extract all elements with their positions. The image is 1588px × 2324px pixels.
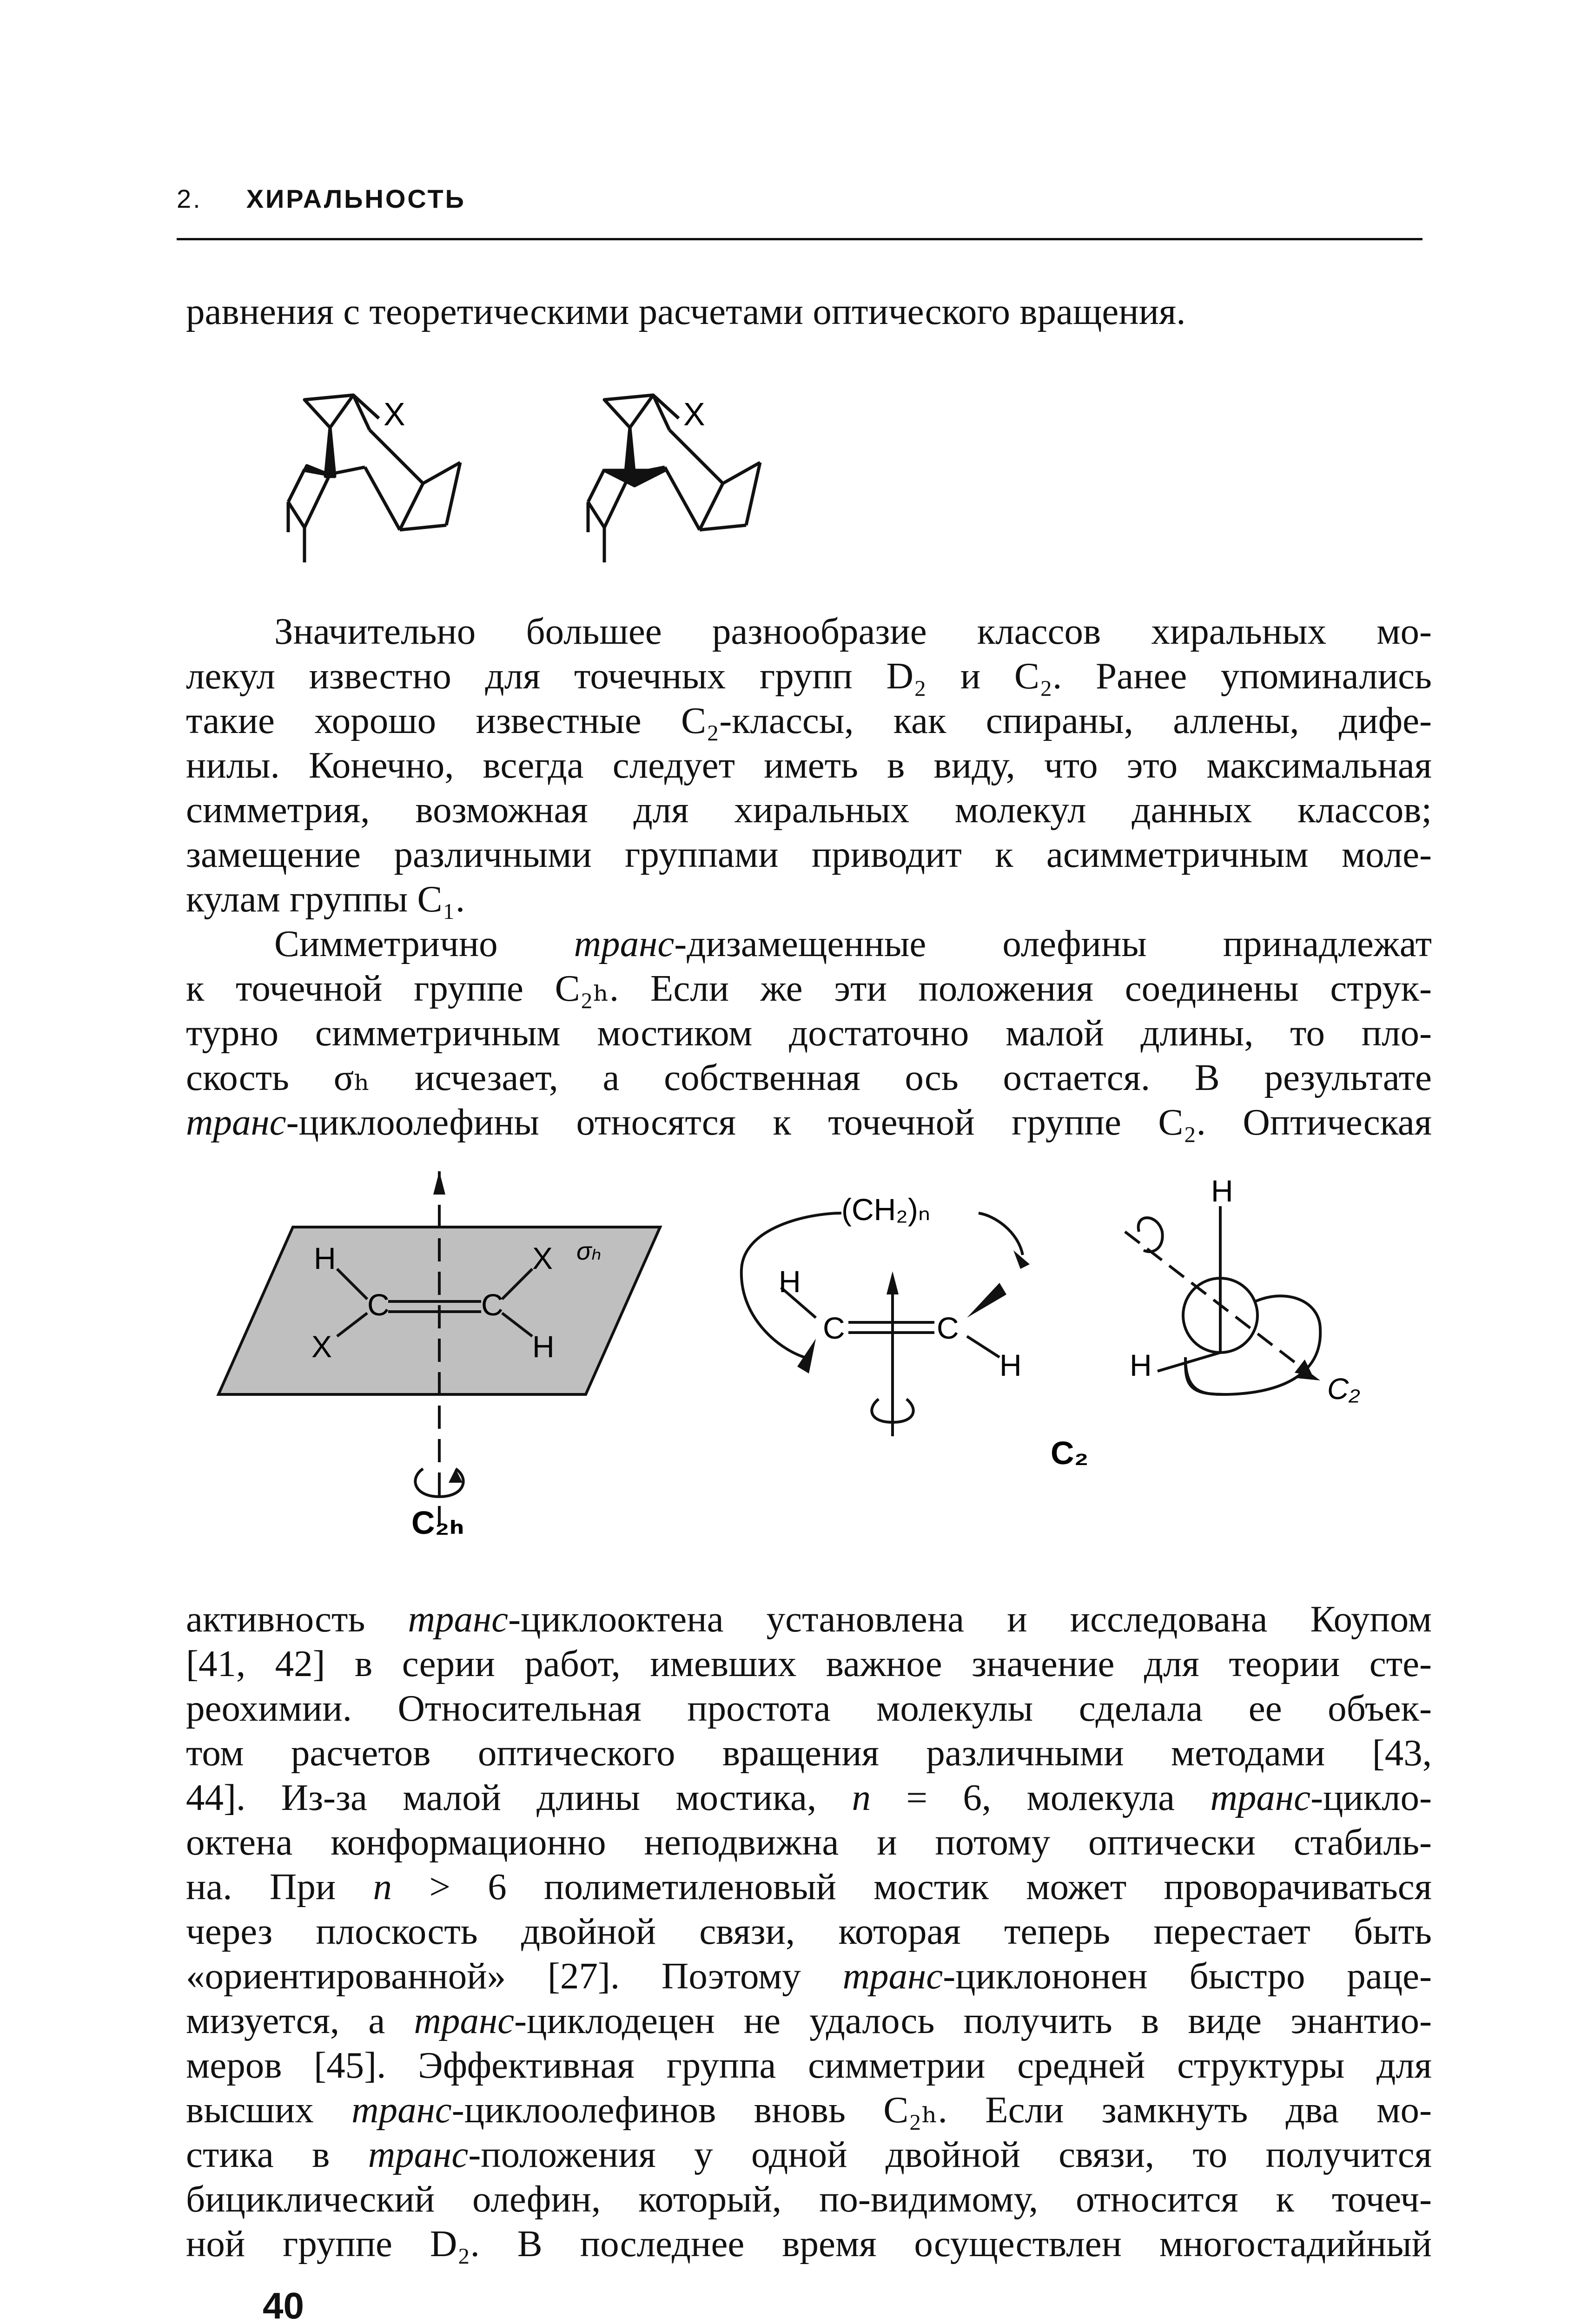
text-line: лекул известно для точечных групп D₂ и C₂. Ранее упоминались	[186, 655, 1432, 697]
text-line	[186, 2087, 1432, 2132]
atom-h-right: H	[999, 1348, 1022, 1382]
italic-term: транс	[186, 1101, 286, 1143]
text-line	[186, 2132, 1432, 2177]
atom-x2: X	[532, 1241, 553, 1275]
paragraph-d2-c2	[186, 609, 1432, 921]
text-run: -положения у одной двойной связи, то получится	[468, 2133, 1432, 2175]
text-run: -циклононен быстро раце-	[943, 1955, 1432, 1997]
text-line: реохимии. Относительная простота молекулы сделала ее объек-	[186, 1687, 1432, 1729]
text-line: симметрия, возможная для хиральных молекул данных классов;	[186, 789, 1432, 831]
c2-axis-label: C₂	[1327, 1372, 1360, 1406]
text-run: -циклодецен не удалось получить в виде энантио-	[514, 2000, 1432, 2041]
atom-c2-mid: C	[937, 1311, 959, 1345]
variable-n: n	[373, 1866, 392, 1908]
diagram-c2h	[218, 1171, 660, 1541]
italic-term: транс	[574, 923, 675, 964]
chapter-number: 2.	[177, 184, 202, 213]
text-line: скость σₕ исчезает, а собственная ось остается. В результате	[186, 1056, 1432, 1098]
text-run: -циклоолефины относятся к точечной группе C₂. Оптическая	[286, 1101, 1432, 1143]
text-line: через плоскость двойной связи, которая теперь перестает быть	[186, 1910, 1432, 1952]
text-run: активность	[186, 1598, 408, 1640]
running-head	[177, 184, 466, 214]
paragraph-trans-olefins	[186, 921, 1432, 1144]
page-number: 40	[263, 2285, 304, 2324]
atom-h2: H	[532, 1329, 555, 1364]
text-line	[186, 1100, 1432, 1144]
text-run: -цикло-	[1310, 1776, 1432, 1818]
atom-h1: H	[314, 1241, 336, 1275]
italic-term: транс	[414, 2000, 515, 2041]
atom-h-left: H	[779, 1264, 801, 1299]
italic-term: транс	[1210, 1776, 1311, 1818]
paragraph-cyclooctene	[186, 1597, 1432, 2266]
text-run: стика в	[186, 2133, 368, 2175]
text-run: Симметрично	[274, 923, 574, 964]
diagram-trans-cycloolefin	[741, 1192, 1089, 1471]
text-line	[186, 1597, 1432, 1641]
substituent-x-left: X	[384, 396, 405, 432]
text-run: «ориентированной» [27]. Поэтому	[186, 1955, 843, 1997]
molecule-left	[288, 395, 460, 562]
text-line: турно симметричным мостиком достаточно малой длины, то пло-	[186, 1012, 1432, 1054]
text-run: высших	[186, 2089, 352, 2131]
text-line	[186, 1775, 1432, 1820]
chapter-title: ХИРАЛЬНОСТЬ	[246, 184, 466, 213]
text-line: равнения с теоретическими расчетами оптического вращения.	[186, 290, 1186, 332]
text-line: кулам группы C₁.	[186, 878, 465, 920]
atom-c1: C	[367, 1287, 390, 1322]
text-line	[186, 1998, 1432, 2043]
text-line: октена конформационно неподвижна и потому оптически стабиль-	[186, 1821, 1432, 1863]
italic-term: транс	[368, 2133, 469, 2175]
text-line: к точечной группе C₂ₕ. Если же эти положения соединены струк-	[186, 967, 1432, 1009]
atom-c2: C	[481, 1287, 503, 1322]
atom-c1-mid: C	[823, 1311, 845, 1345]
italic-term: транс	[842, 1955, 943, 1997]
atom-h-left-newman: H	[1130, 1348, 1152, 1382]
c2h-axis-label: C₂ₕ	[411, 1505, 464, 1541]
diagram-newman-projection	[1125, 1174, 1360, 1406]
text-line: меров [45]. Эффективная группа симметрии средней структуры для	[186, 2044, 1432, 2086]
text-line	[186, 1864, 1432, 1909]
substituent-x-right: X	[683, 396, 705, 432]
paragraph-continuation	[186, 289, 1432, 334]
c2-group-label: C₂	[1051, 1435, 1089, 1471]
text-run: > 6 полиметиленовый мостик может проворачиваться	[392, 1866, 1432, 1908]
text-line: ной группе D₂. В последнее время осуществлен многостадийный	[186, 2223, 1432, 2265]
text-run: на. При	[186, 1866, 373, 1908]
text-line: [41, 42] в серии работ, имевших важное значение для теории сте-	[186, 1643, 1432, 1684]
text-run: -циклооктена установлена и исследована Коупом	[508, 1598, 1432, 1640]
header-rule	[177, 238, 1423, 240]
text-run: -циклоолефинов вновь C₂ₕ. Если замкнуть два мо-	[451, 2089, 1432, 2131]
atom-x1: X	[311, 1329, 332, 1364]
sigma-h-label: σₕ	[576, 1237, 602, 1265]
text-run: 44]. Из-за малой длины мостика,	[186, 1776, 852, 1818]
italic-term: транс	[408, 1598, 509, 1640]
molecule-right	[588, 395, 760, 562]
text-line: такие хорошо известные C₂-классы, как спираны, аллены, дифе-	[186, 700, 1432, 741]
text-line	[186, 921, 1432, 966]
atom-h-top: H	[1211, 1174, 1233, 1208]
text-run: -дизамещенные олефины принадлежат	[674, 923, 1432, 964]
text-line: бициклический олефин, который, по-видимому, относится к точеч-	[186, 2178, 1432, 2220]
italic-term: транс	[351, 2089, 452, 2131]
text-run: = 6, молекула	[871, 1776, 1211, 1818]
text-line: нилы. Конечно, всегда следует иметь в виду, что это максимальная	[186, 744, 1432, 786]
bridge-ch2n: (CH₂)ₙ	[841, 1192, 931, 1227]
text-line: том расчетов оптического вращения различными методами [43,	[186, 1732, 1432, 1774]
variable-n: n	[852, 1776, 871, 1818]
text-line: Значительно большее разнообразие классов хиральных мо-	[274, 610, 1432, 652]
figure-bicyclic-structures	[260, 372, 818, 586]
text-line: замещение различными группами приводит к асимметричным моле-	[186, 833, 1432, 875]
text-run: мизуется, а	[186, 2000, 414, 2041]
figure-symmetry-diagrams	[205, 1162, 1413, 1580]
text-line	[186, 1954, 1432, 1998]
